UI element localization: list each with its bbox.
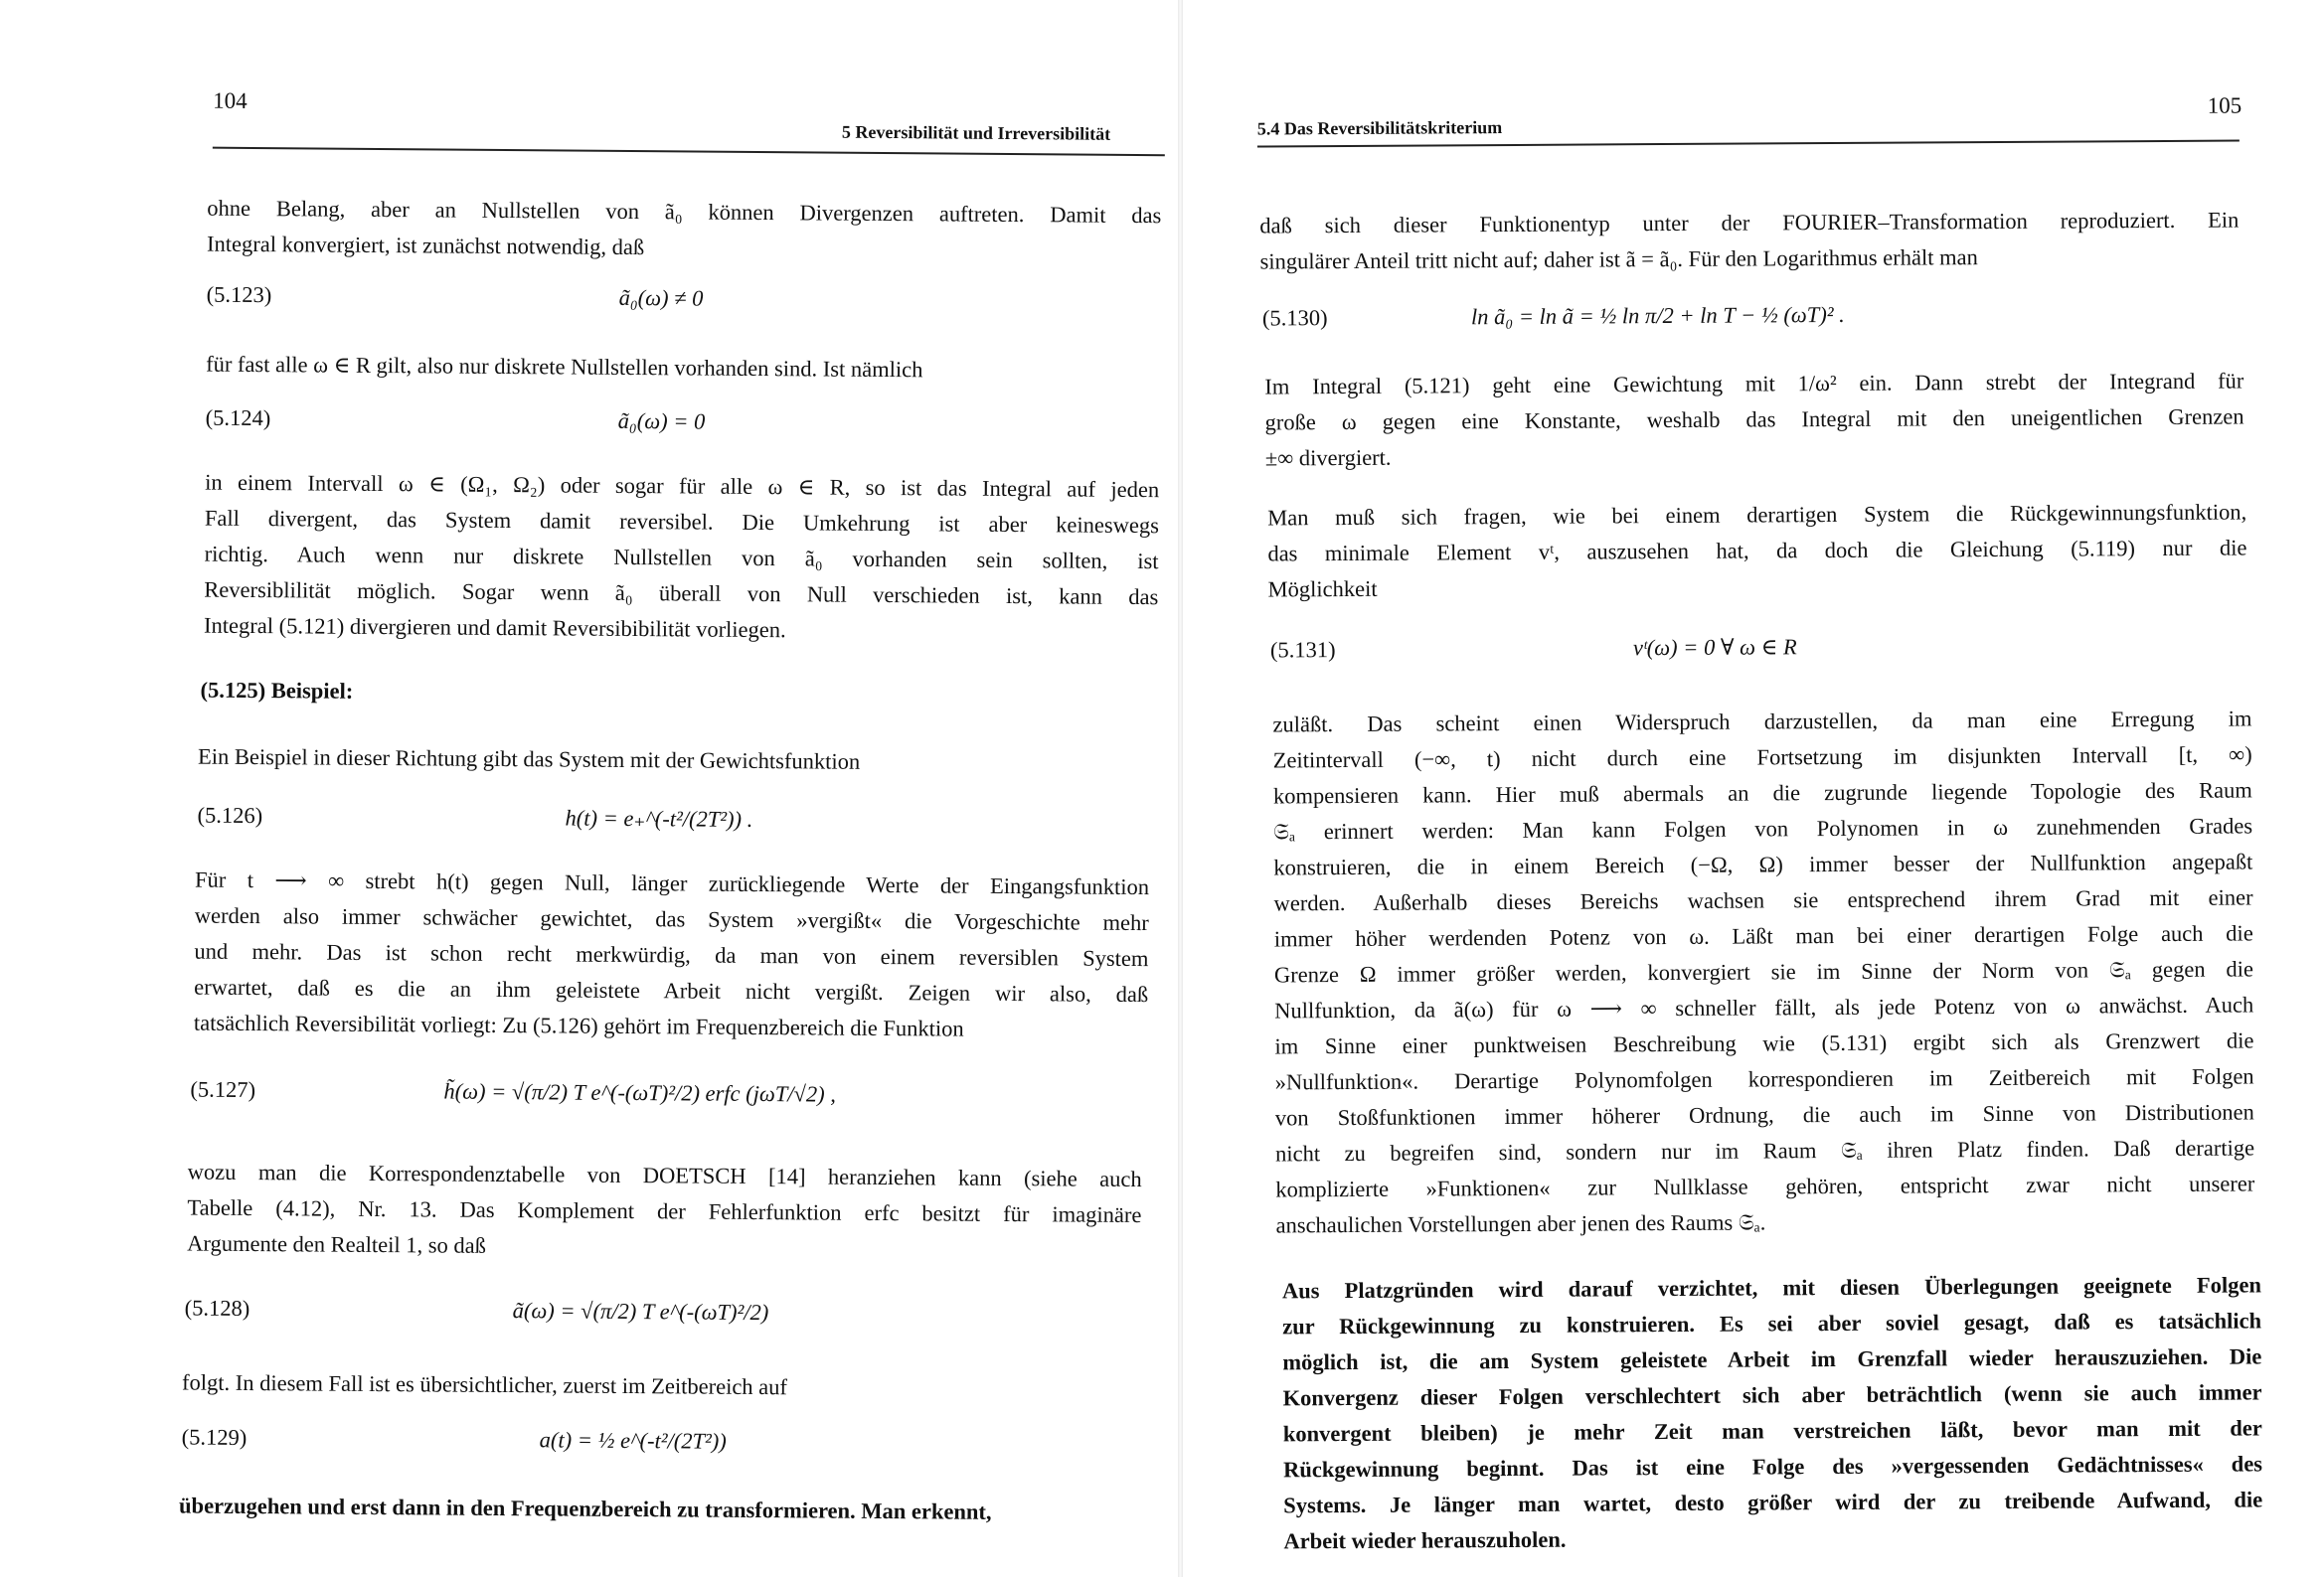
text-line: ohne Belang, aber an Nullstellen von ã₀ können Divergenzen auftreten. Damit das: [207, 195, 1162, 229]
paragraph: [198, 739, 1152, 783]
text-line: Aus Platzgründen wird darauf verzichtet, mit diesen Überlegungen geeignete Folgen: [1281, 1272, 2261, 1304]
text-line: ±∞ divergiert.: [1264, 444, 1392, 471]
text-line: zuläßt. Das scheint einen Widerspruch darzustellen, da man eine Erregung im: [1272, 706, 2252, 737]
text-line: Integral konvergiert, ist zunächst notwendig, daß: [206, 231, 645, 260]
paragraph: [1267, 494, 2247, 607]
equation-body: ã₀(ω) ≠ 0: [618, 284, 704, 311]
text-line: Für t ⟶ ∞ strebt h(t) gegen Null, länger zurückliegende Werte der Eingangsfunktion: [194, 867, 1150, 900]
equation-5-124: [205, 405, 1159, 453]
text-line: von Stoßfunktionen immer höherer Ordnung, die auch im Sinne von Distributionen: [1274, 1099, 2254, 1131]
text-line: richtig. Auch wenn nur diskrete Nullstellen von ã₀ vorhanden sein sollten, ist: [204, 541, 1159, 574]
text-line: Argumente den Realteil 1, so daß: [187, 1230, 487, 1258]
example-heading: (5.125) Beispiel:: [200, 677, 354, 704]
equation-number: (5.127): [190, 1076, 256, 1103]
text-line: immer höher werdenden Potenz von ω. Läßt man bei einer derartigen Folge auch die: [1273, 920, 2253, 952]
text-line: das minimale Element vᵗ, auszusehen hat, da doch die Gleichung (5.119) nur die: [1267, 535, 2247, 566]
text-line: Ein Beispiel in dieser Richtung gibt das System mit der Gewichtsfunktion: [197, 743, 861, 774]
text-line: Man muß sich fragen, wie bei einem derartigen System die Rückgewinnungsfunktion,: [1267, 499, 2247, 531]
text-line: zur Rückgewinnung zu konstruieren. Es sei aber soviel gesagt, daß es tatsächlich: [1282, 1308, 2262, 1340]
paragraph: [179, 1488, 1133, 1531]
right-page: [1183, 0, 2324, 1577]
equation-number: (5.126): [197, 802, 263, 829]
paragraph: [1272, 701, 2254, 1243]
text-line: im Sinne einer punktweisen Beschreibung wie (5.131) ergibt sich als Grenzwert die: [1274, 1027, 2254, 1059]
text-line: wozu man die Korrespondenztabelle von DOETSCH [14] heranziehen kann (siehe auch: [187, 1159, 1142, 1192]
text-line: »Nullfunktion«. Derartige Polynomfolgen korrespondieren im Zeitbereich mit Folgen: [1274, 1063, 2254, 1095]
equation-5-126: [197, 803, 1151, 851]
paragraph: [206, 347, 1160, 391]
running-head: 5 Reversibilität und Irreversibilität: [841, 121, 1111, 144]
text-line: Grenze Ω immer größer werden, konvergiert sie im Sinne der Norm von 𝔖ₐ gegen die: [1273, 956, 2254, 988]
equation-body: h̃(ω) = √(π/2) T e^(-(ωT)²/2) erfc (jωT/√2) ,: [443, 1078, 837, 1107]
page-number: 105: [2207, 92, 2242, 118]
equation-5-123: [206, 282, 1160, 330]
equation-5-129: [181, 1424, 1135, 1472]
text-line: Reversiblilität möglich. Sogar wenn ã₀ überall von Null verschieden ist, kann das: [204, 576, 1159, 610]
equation-body: h(t) = e₊^(-t²/(2T²)) .: [565, 805, 753, 832]
text-line: konvergent bleiben) je mehr Zeit man verstreichen läßt, bevor man mit der: [1282, 1415, 2262, 1447]
text-line: erwartet, daß es die an ihm geleistete Arbeit nicht vergißt. Zeigen wir also, daß: [194, 974, 1149, 1008]
paragraph: [1264, 363, 2244, 476]
text-line: singulärer Anteil tritt nicht auf; daher ist ã = ã₀. Für den Logarithmus erhält man: [1259, 244, 1978, 274]
text-line: 𝔖ₐ erinnert werden: Man kann Folgen von Polynomen in ω zunehmenden Grades: [1273, 813, 2253, 845]
equation-body: ln ã₀ = ln ã = ½ ln π/2 + ln T − ½ (ωT)² .: [1470, 301, 1845, 330]
text-line: große ω gegen eine Konstante, weshalb das Integral mit den uneigentlichen Grenzen: [1264, 403, 2244, 435]
text-line: Nullfunktion, da ã(ω) für ω ⟶ ∞ schneller fällt, als jede Potenz von ω anwächst. Auch: [1274, 992, 2254, 1024]
text-line: überzugehen und erst dann in den Frequenzbereich zu transformieren. Man erkennt,: [179, 1493, 992, 1524]
equation-5-130: [1262, 300, 2241, 346]
paragraph: [1282, 1267, 2263, 1559]
text-line: werden also immer schwächer gewichtet, das System »vergißt« die Vorgeschichte mehr: [194, 902, 1149, 936]
paragraph: [204, 465, 1159, 652]
paragraph: [207, 191, 1162, 270]
text-line: Möglichkeit: [1267, 575, 1378, 602]
text-line: nicht zu begreifen sind, sondern nur im Raum 𝔖ₐ ihren Platz finden. Daß derartige: [1275, 1135, 2255, 1167]
equation-5-127: [190, 1077, 1144, 1125]
equation-number: (5.128): [184, 1295, 250, 1322]
equation-number: (5.130): [1261, 305, 1328, 331]
text-line: Konvergenz dieser Folgen verschlechtert sich aber beträchtlich (wenn sie auch immer: [1282, 1379, 2262, 1411]
text-line: Zeitintervall (−∞, t) nicht durch eine Fortsetzung im disjunkten Intervall [t, ∞): [1272, 741, 2252, 773]
text-line: folgt. In diesem Fall ist es übersichtlicher, zuerst im Zeitbereich auf: [181, 1369, 788, 1400]
equation-number: (5.129): [181, 1424, 248, 1450]
text-line: tatsächlich Reversibilität vorliegt: Zu (5.126) gehört im Frequenzbereich die Funktion: [193, 1010, 964, 1041]
text-line: kompensieren kann. Hier muß abermals an die zugrunde liegende Topologie des Raum: [1272, 777, 2252, 809]
equation-5-128: [184, 1295, 1138, 1342]
equation-body: vᵗ(ω) = 0 ∀ ω ∈ R: [1632, 634, 1797, 661]
text-line: Arbeit wieder herauszuholen.: [1283, 1526, 1567, 1554]
text-line: in einem Intervall ω ∈ (Ω₁, Ω₂) oder sogar für alle ω ∈ R, so ist das Integral auf jeden: [205, 469, 1160, 503]
paragraph: [194, 863, 1149, 1049]
paragraph: [1259, 203, 2239, 280]
header-rule: [1257, 140, 2240, 148]
header-rule: [213, 147, 1165, 157]
equation-body: ã(ω) = √(π/2) T e^(-(ωT)²/2): [512, 1298, 769, 1326]
text-line: und mehr. Das ist schon recht merkwürdig, da man von einem reversiblen System: [194, 938, 1149, 972]
equation-number: (5.131): [1269, 637, 1336, 663]
text-line: möglich ist, die am System geleistete Arbeit im Grenzfall wieder herauszuziehen. Die: [1282, 1343, 2262, 1375]
text-line: werden. Außerhalb dieses Bereichs wachsen sie entsprechend ihrem Grad mit einer: [1273, 884, 2253, 916]
page-number: 104: [213, 87, 248, 113]
equation-number: (5.123): [206, 281, 272, 308]
text-line: komplizierte »Funktionen« zur Nullklasse gehören, entspricht zwar nicht unserer: [1275, 1171, 2255, 1202]
paragraph: [187, 1155, 1142, 1270]
text-line: daß sich dieser Funktionentyp unter der FOURIER–Transformation reproduziert. Ein: [1259, 207, 2240, 238]
running-head: 5.4 Das Reversibilitätskriterium: [1256, 117, 1503, 139]
equation-number: (5.124): [205, 404, 271, 431]
text-line: für fast alle ω ∈ R gilt, also nur diskrete Nullstellen vorhanden sind. Ist nämlich: [206, 351, 923, 383]
equation-body: ã₀(ω) = 0: [617, 407, 706, 434]
text-line: Integral (5.121) divergieren und damit Reversibibilität vorliegen.: [203, 612, 786, 643]
text-line: Systems. Je länger man wartet, desto größer wird der zu treibende Aufwand, die: [1283, 1487, 2263, 1518]
text-line: Fall divergent, das System damit reversibel. Die Umkehrung ist aber keineswegs: [204, 505, 1159, 539]
paragraph: [182, 1364, 1136, 1408]
text-line: Tabelle (4.12), Nr. 13. Das Komplement der Fehlerfunktion erfc besitzt für imaginäre: [187, 1194, 1142, 1228]
text-line: anschaulichen Vorstellungen aber jenen des Raums 𝔖ₐ.: [1275, 1209, 1766, 1238]
text-line: konstruieren, die in einem Bereich (−Ω, Ω) immer besser der Nullfunktion angepaßt: [1273, 849, 2253, 880]
text-line: Im Integral (5.121) geht eine Gewichtung mit 1/ω² ein. Dann strebt der Integrand für: [1264, 368, 2244, 399]
text-line: Rückgewinnung beginnt. Das ist eine Folge des »vergessenden Gedächtnisses« des: [1282, 1451, 2263, 1483]
equation-5-131: [1270, 631, 2249, 677]
equation-body: a(t) = ½ e^(-t²/(2T²)): [539, 1427, 727, 1454]
